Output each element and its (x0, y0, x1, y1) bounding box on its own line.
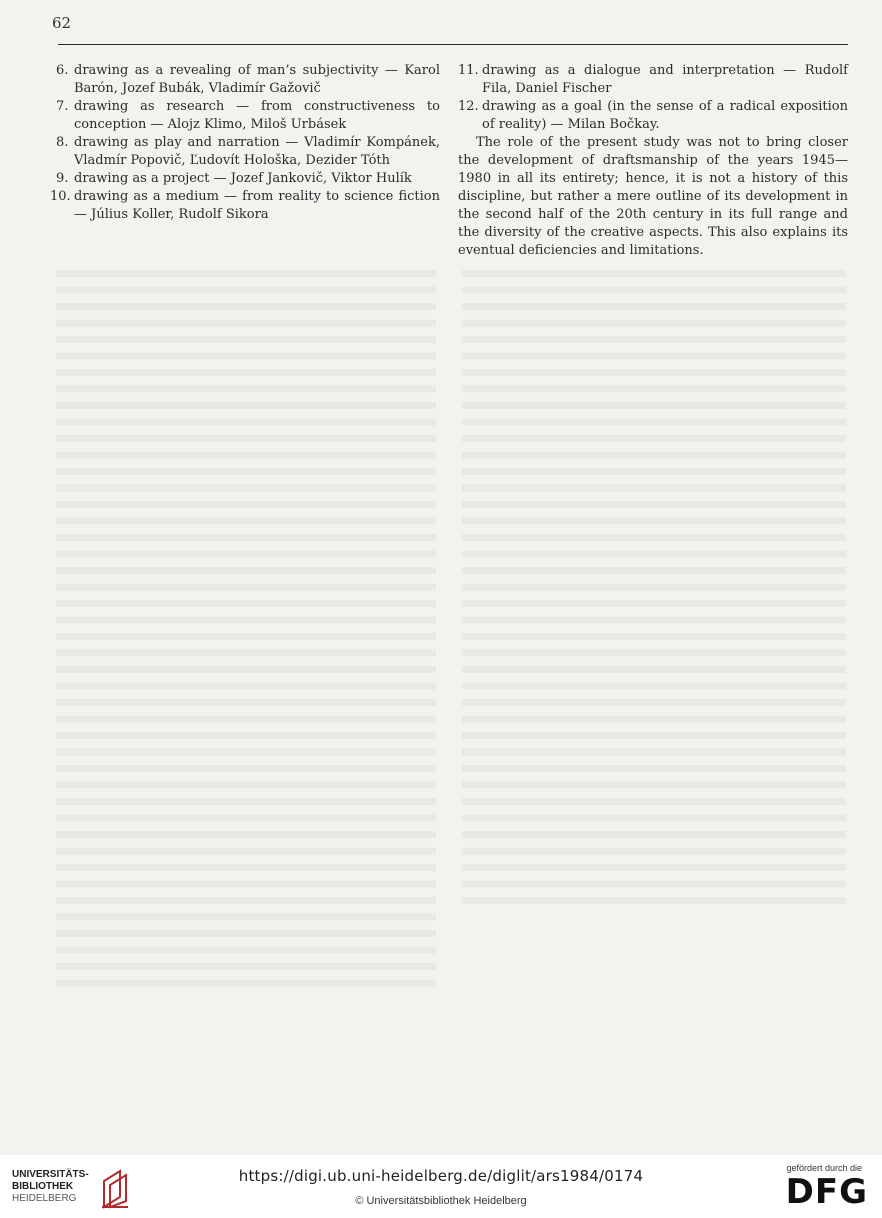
viewer-footer (0, 1155, 882, 1218)
list-number: 6. (56, 63, 69, 78)
list-item (56, 98, 440, 134)
list-text: drawing as a medium — from reality to science fiction — Július Koller, Rudolf Sikora (74, 189, 440, 222)
list-text: drawing as research — from constructiveness to conception — Alojz Klimo, Miloš Urbásek (74, 99, 440, 132)
logo-line-2: BIBLIOTHEK (12, 1181, 74, 1192)
list-item (50, 188, 440, 224)
list-item (56, 134, 440, 170)
list-item (458, 62, 848, 98)
list-text: drawing as a revealing of man’s subjectivity — Karol Barón, Jozef Bubák, Vladimír Gažovič (74, 63, 440, 96)
list-number: 11. (458, 63, 479, 78)
list-number: 10. (50, 189, 71, 204)
logo-line-1: UNIVERSITÄTS- (12, 1169, 89, 1180)
list-text: drawing as a project — Jozef Jankovič, Viktor Hulík (74, 171, 412, 186)
bleed-through-texture (462, 270, 846, 910)
list-text: drawing as a dialogue and interpretation — Rudolf Fila, Daniel Fischer (482, 63, 848, 96)
list-item (56, 62, 440, 98)
right-column (458, 62, 848, 260)
page-number: 62 (52, 14, 72, 32)
body-paragraph: The role of the present study was not to bring closer the development of draftsmanship of the years 1945—1980 in all its entirety; hence, it is not a history of this discipline, but rather a mere outline of its development in the second half of the 20th century in its full range and the diversity of the creative aspects. This also explains its eventual deficiencies and limitations. (458, 135, 848, 258)
list-number: 12. (458, 99, 479, 114)
dfg-logo[interactable]: DFG (785, 1172, 868, 1212)
list-text: drawing as a goal (in the sense of a radical exposition of reality) — Milan Bočkay. (482, 99, 848, 132)
list-number: 8. (56, 135, 69, 150)
copyright-notice: © Universitätsbibliothek Heidelberg (355, 1195, 527, 1207)
list-number: 7. (56, 99, 69, 114)
bleed-through-texture (56, 270, 436, 990)
logo-line-3: HEIDELBERG (12, 1193, 77, 1204)
list-item (458, 98, 848, 134)
list-number: 9. (56, 171, 69, 186)
header-rule (58, 44, 848, 45)
dfg-caption: gefördert durch die (786, 1163, 862, 1173)
list-item (56, 170, 440, 188)
permalink-url[interactable]: https://digi.ub.uni-heidelberg.de/diglit/ars1984/0174 (238, 1167, 644, 1185)
list-text: drawing as play and narration — Vladimír Kompánek, Vladmír Popovič, Ľudovít Hološka, Dezider Tóth (74, 135, 440, 168)
left-column (50, 62, 440, 224)
